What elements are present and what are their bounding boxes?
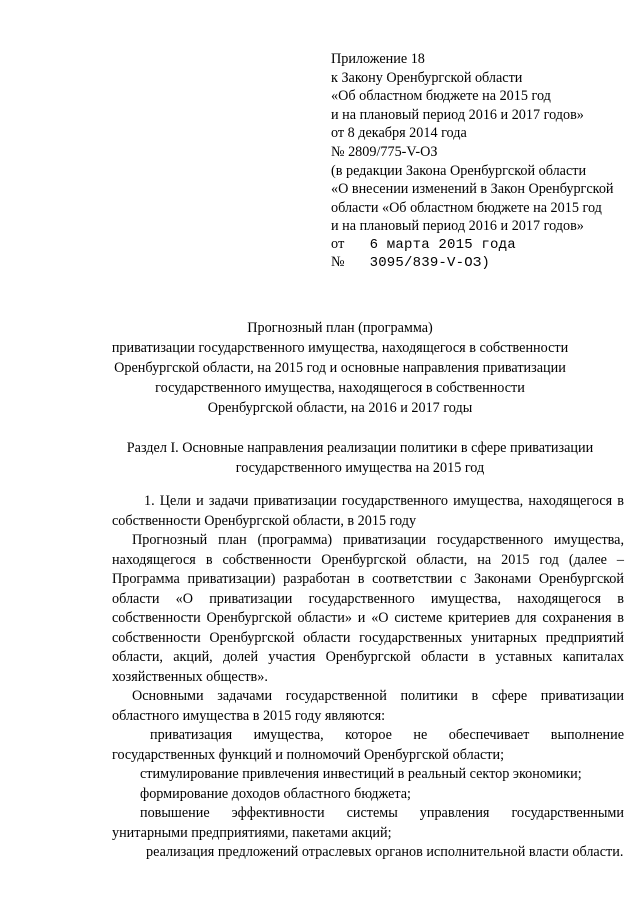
attachment-line: от 8 декабря 2014 года <box>331 125 467 142</box>
section-heading-line: государственного имущества на 2015 год <box>235 460 485 476</box>
task-list-item: повышение эффективности системы управления государственными унитарными предприятиями, пакетами акций; <box>112 805 624 841</box>
title-line: Прогнозный план (программа) <box>247 320 433 336</box>
task-list-item: формирование доходов областного бюджета; <box>140 785 411 802</box>
stamp-number-label: № <box>331 254 345 270</box>
section-heading-line: Раздел I. Основные направления реализации политики в сфере приватизации <box>126 440 594 456</box>
task-list-item: приватизация имущества, которое не обеспечивает выполнение государственных функций и полномочий Оренбургской области; <box>112 727 624 763</box>
stamp-date-label: от <box>331 236 345 252</box>
title-line: государственного имущества, находящегося в собственности <box>155 380 525 396</box>
amendment-date-stamp <box>331 236 516 253</box>
document-title <box>80 318 600 418</box>
attachment-line: № 2809/775-V-ОЗ <box>331 143 438 160</box>
attachment-line: (в редакции Закона Оренбургской области <box>331 162 587 179</box>
stamp-number-value: 3095/839-V-ОЗ) <box>369 255 491 271</box>
subsection-heading: 1. Цели и задачи приватизации государственного имущества, находящегося в собственности Оренбургской области, в 2015 году <box>112 493 624 529</box>
attachment-line: Приложение 18 <box>331 51 425 67</box>
body-paragraph: Прогнозный план (программа) приватизации государственного имущества, находящегося в собственности Оренбургской области, на 2015 год (далее – Программа приватизации) разработан в соответствии с Законами Оренбургской области «О приватизации государственного имущества, находящегося в собственности Оренбургской области» и «О системе критериев для сохранения в собственности Оренбургской области государственных унитарных предприятий области, акций, долей участия Оренбургской области в уставных капиталах хозяйственных обществ». <box>112 532 624 685</box>
attachment-line: «О внесении изменений в Закон Оренбургской <box>331 181 614 198</box>
task-list-item: стимулирование привлечения инвестиций в реальный сектор экономики; <box>140 766 582 782</box>
amendment-number-stamp <box>331 254 490 271</box>
task-list-item: реализация предложений отраслевых органов исполнительной власти области. <box>146 844 624 860</box>
attachment-block <box>331 50 631 236</box>
attachment-line: «Об областном бюджете на 2015 год <box>331 88 551 105</box>
document-body <box>112 492 624 863</box>
section-heading <box>80 438 640 478</box>
title-line: Оренбургской области, на 2016 и 2017 годы <box>207 400 473 416</box>
body-paragraph: Основными задачами государственной политики в сфере приватизации областного имущества в 2015 году являются: <box>112 688 624 724</box>
attachment-line: к Закону Оренбургской области <box>331 69 523 86</box>
stamp-date-value: 6 марта 2015 года <box>369 237 516 253</box>
attachment-line: и на плановый период 2016 и 2017 годов» <box>331 106 584 123</box>
attachment-line: и на плановый период 2016 и 2017 годов» <box>331 218 584 235</box>
title-line: приватизации государственного имущества, находящегося в собственности <box>111 340 569 356</box>
title-line: Оренбургской области, на 2015 год и основные направления приватизации <box>114 360 566 376</box>
attachment-line: области «Об областном бюджете на 2015 год <box>331 199 602 216</box>
